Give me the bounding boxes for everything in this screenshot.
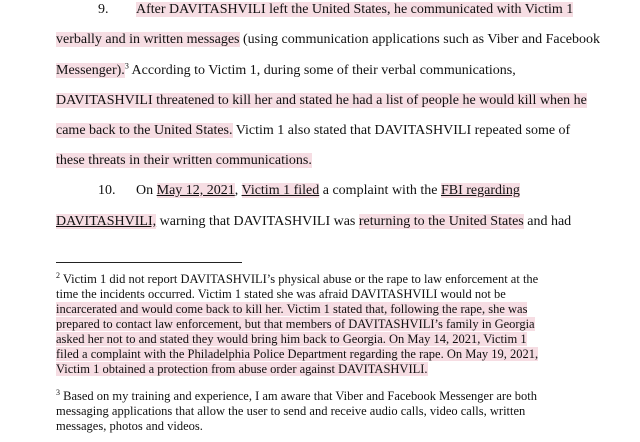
footnote-2-line-5: asked her not to and stated they would bring him back to Georgia. On May 14, 2021, Victim 1 [56, 332, 527, 346]
para-10-number: 10. [98, 183, 116, 198]
footnote-separator [56, 262, 242, 263]
footnote-3-line-3: messages, photos and videos. [56, 419, 203, 433]
footnote-3-line-1: $^3$ Based on my training and experience, I am aware that Viber and Facebook Messenger are both [56, 387, 537, 403]
footnote-ref-3[interactable]: 3 [124, 61, 129, 71]
para-10-line-2: DAVITASHVILI, warning that DAVITASHVILI was returning to the United States and had [56, 214, 572, 229]
footnote-2-line-2: time the incidents occurred. Victim 1 stated she was afraid DAVITASHVILI would not be [56, 287, 506, 301]
para-9-number: 9. [98, 2, 109, 17]
footnote-2-marker: 2 [56, 270, 60, 280]
footnote-2-line-4: prepared to contact law enforcement, but that members of DAVITASHVILI’s family in Georgia [56, 317, 535, 331]
footnote-3-marker: 3 [56, 387, 60, 397]
footnote-2-line-3: incarcerated and would come back to kill her. Victim 1 stated that, following the rape, she was [56, 302, 528, 316]
footnote-2-line-7: Victim 1 obtained a protection from abuse order against DAVITASHVILI. [56, 362, 428, 376]
para-9-line-4: DAVITASHVILI threatened to kill her and stated he had a list of people he would kill when he [56, 93, 587, 108]
footnote-2-line-1: $^2$ Victim 1 did not report DAVITASHVILI’s physical abuse or the rape to law enforcement at the [56, 270, 539, 286]
para-9-line-6: these threats in their written communications. [56, 153, 312, 168]
para-9-line-1: After DAVITASHVILI left the United States, he communicated with Victim 1 [136, 2, 574, 17]
para-9-line-2: verbally and in written messages (using communication applications such as Viber and Facebook [56, 32, 601, 47]
para-9-line-5: came back to the United States. Victim 1 also stated that DAVITASHVILI repeated some of [56, 123, 571, 138]
footnote-3-line-2: messaging applications that allow the user to send and receive audio calls, video calls, written [56, 404, 526, 418]
para-10-line-1: On May 12, 2021, Victim 1 filed a complaint with the FBI regarding [136, 183, 520, 198]
para-9-line-3: Messenger).$^3$ According to Victim 1, during some of their verbal communications, [56, 61, 516, 78]
footnote-2-line-6: filed a complaint with the Philadelphia Police Department regarding the rape. On May 19, 2021, [56, 347, 539, 361]
